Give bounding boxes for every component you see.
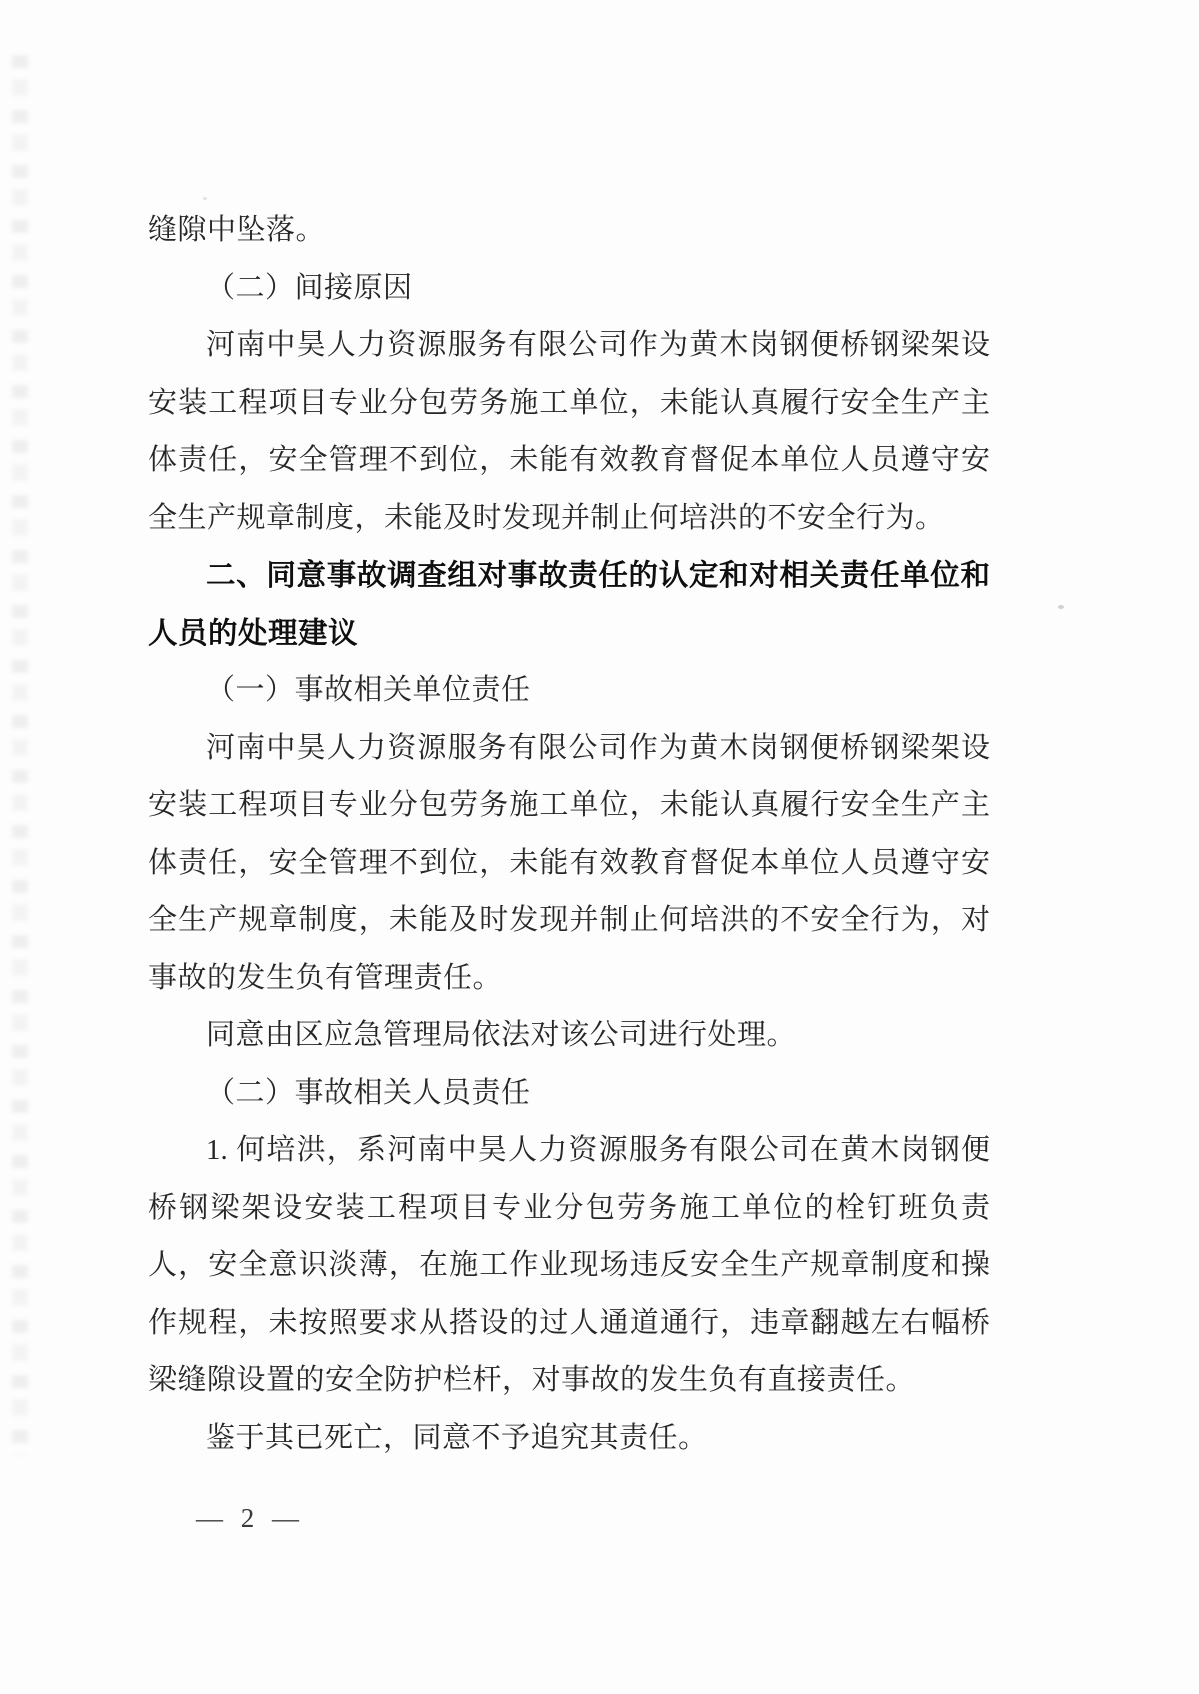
text-line: 事故的发生负有管理责任。 [148, 961, 503, 994]
text-line: 河南中昊人力资源服务有限公司作为黄木岗钢便桥钢梁架设 [206, 329, 990, 361]
text-line: 人员的处理建议 [148, 616, 359, 650]
text-line: 梁缝隙设置的安全防护栏杆，对事故的发生负有直接责任。 [148, 1364, 916, 1396]
text-line: 1. 何培洪，系河南中昊人力资源服务有限公司在黄木岗钢便 [206, 1134, 990, 1166]
text-line: 桥钢梁架设安装工程项目专业分包劳务施工单位的栓钉班负责 [148, 1191, 990, 1224]
text-line: 二、同意事故调查组对事故责任的认定和对相关责任单位和 [206, 559, 990, 592]
scan-bleed-artifact [12, 55, 28, 1455]
scan-speck [203, 197, 207, 200]
scan-speck [1058, 605, 1064, 609]
text-line: （一）事故相关单位责任 [206, 674, 531, 706]
document-body [148, 202, 990, 1467]
text-line: 体责任，安全管理不到位，未能有效教育督促本单位人员遵守安 [148, 444, 990, 476]
text-line: 体责任，安全管理不到位，未能有效教育督促本单位人员遵守安 [148, 846, 990, 879]
page-number: — 2 — [196, 1503, 300, 1533]
text-line: 人，安全意识淡薄，在施工作业现场违反安全生产规章制度和操 [148, 1249, 990, 1281]
text-line: （二）间接原因 [206, 271, 413, 304]
text-line: 河南中昊人力资源服务有限公司作为黄木岗钢便桥钢梁架设 [206, 731, 990, 764]
text-line: 全生产规章制度，未能及时发现并制止何培洪的不安全行为。 [148, 501, 945, 534]
text-line: 作规程，未按照要求从搭设的过人通道通行，违章翻越左右幅桥 [148, 1306, 990, 1339]
text-line: 缝隙中坠落。 [148, 214, 326, 246]
text-line: （二）事故相关人员责任 [206, 1076, 531, 1109]
text-line: 鉴于其已死亡，同意不予追究其责任。 [206, 1421, 708, 1454]
text-line: 安装工程项目专业分包劳务施工单位，未能认真履行安全生产主 [148, 789, 990, 821]
text-line: 安装工程项目专业分包劳务施工单位，未能认真履行安全生产主 [148, 386, 990, 419]
text-line: 同意由区应急管理局依法对该公司进行处理。 [206, 1019, 797, 1051]
text-line: 全生产规章制度，未能及时发现并制止何培洪的不安全行为，对 [148, 904, 990, 936]
